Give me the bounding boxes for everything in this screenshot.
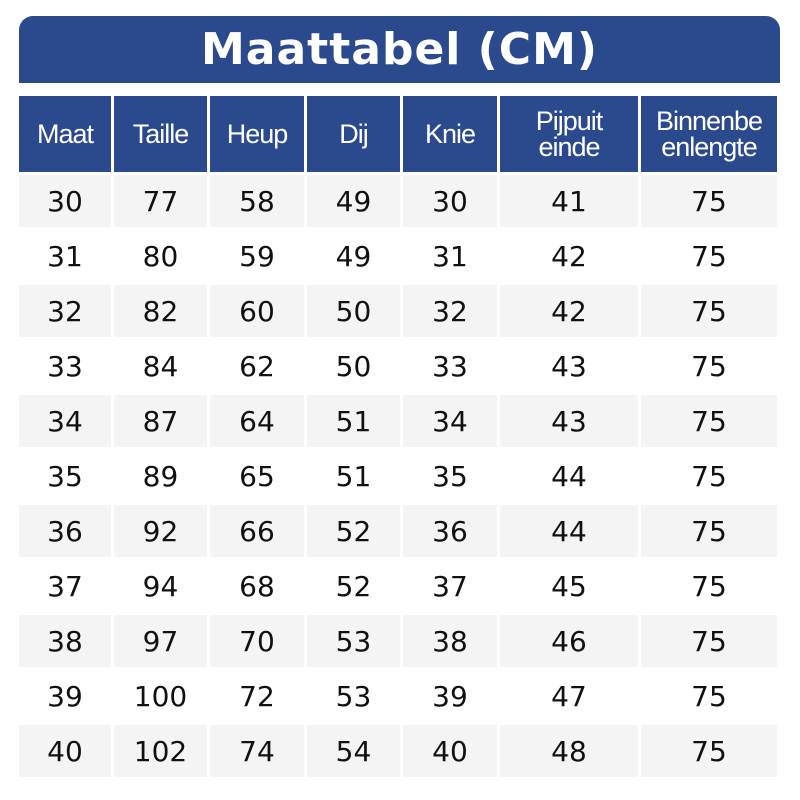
- page-title: Maattabel (CM): [201, 23, 598, 75]
- table-cell: 94: [114, 560, 207, 612]
- table-cell: 31: [403, 230, 497, 282]
- column-header-label: Knie: [424, 119, 476, 149]
- table-row: [19, 285, 777, 337]
- table-cell: 45: [500, 560, 638, 612]
- table-cell: 75: [641, 725, 777, 777]
- table-cell: 66: [210, 505, 304, 557]
- column-header-label: Maat: [36, 119, 94, 149]
- size-table: [16, 93, 780, 780]
- table-row: [19, 340, 777, 392]
- table-cell: 75: [641, 505, 777, 557]
- table-cell: 51: [307, 450, 400, 502]
- table-cell: 75: [641, 450, 777, 502]
- table-cell: 42: [500, 285, 638, 337]
- column-header: [19, 96, 111, 172]
- table-cell: 40: [403, 725, 497, 777]
- column-header: [210, 96, 304, 172]
- table-row: [19, 450, 777, 502]
- table-cell: 52: [307, 505, 400, 557]
- table-cell: 30: [19, 175, 111, 227]
- table-cell: 74: [210, 725, 304, 777]
- table-body: [19, 175, 777, 777]
- table-row: [19, 725, 777, 777]
- table-cell: 40: [19, 725, 111, 777]
- table-cell: 89: [114, 450, 207, 502]
- table-cell: 80: [114, 230, 207, 282]
- column-header: [641, 96, 777, 172]
- column-header-label: Pijpuit: [535, 106, 603, 136]
- table-cell: 32: [19, 285, 111, 337]
- table-cell: 82: [114, 285, 207, 337]
- table-row: [19, 395, 777, 447]
- table-cell: 51: [307, 395, 400, 447]
- table-row: [19, 670, 777, 722]
- table-header: [19, 96, 777, 172]
- table-row: [19, 560, 777, 612]
- table-cell: 59: [210, 230, 304, 282]
- table-row: [19, 615, 777, 667]
- column-header: [403, 96, 497, 172]
- table-cell: 58: [210, 175, 304, 227]
- table-cell: 53: [307, 615, 400, 667]
- table-cell: 35: [19, 450, 111, 502]
- table-cell: 37: [19, 560, 111, 612]
- table-cell: 43: [500, 340, 638, 392]
- table-cell: 53: [307, 670, 400, 722]
- table-cell: 46: [500, 615, 638, 667]
- table-cell: 39: [403, 670, 497, 722]
- table-cell: 41: [500, 175, 638, 227]
- table-row: [19, 175, 777, 227]
- table-cell: 87: [114, 395, 207, 447]
- column-header-label: Taille: [132, 119, 189, 149]
- table-cell: 39: [19, 670, 111, 722]
- column-header: [114, 96, 207, 172]
- column-header-label: Heup: [226, 119, 288, 149]
- table-cell: 38: [19, 615, 111, 667]
- table-cell: 43: [500, 395, 638, 447]
- table-cell: 34: [403, 395, 497, 447]
- column-header-label: Dij: [339, 119, 368, 149]
- table-cell: 75: [641, 670, 777, 722]
- table-cell: 50: [307, 340, 400, 392]
- table-cell: 75: [641, 340, 777, 392]
- table-cell: 70: [210, 615, 304, 667]
- header-row: [19, 96, 777, 172]
- table-cell: 75: [641, 395, 777, 447]
- table-cell: 30: [403, 175, 497, 227]
- table-cell: 44: [500, 450, 638, 502]
- table-cell: 44: [500, 505, 638, 557]
- column-header-label: einde: [538, 132, 600, 162]
- table-cell: 42: [500, 230, 638, 282]
- table-row: [19, 505, 777, 557]
- table-cell: 50: [307, 285, 400, 337]
- table-row: [19, 230, 777, 282]
- table-cell: 75: [641, 230, 777, 282]
- table-cell: 75: [641, 285, 777, 337]
- table-cell: 49: [307, 230, 400, 282]
- table-cell: 68: [210, 560, 304, 612]
- table-cell: 77: [114, 175, 207, 227]
- table-cell: 75: [641, 560, 777, 612]
- column-header: [500, 96, 638, 172]
- table-cell: 54: [307, 725, 400, 777]
- table-cell: 100: [114, 670, 207, 722]
- table-cell: 48: [500, 725, 638, 777]
- table-cell: 52: [307, 560, 400, 612]
- table-cell: 75: [641, 615, 777, 667]
- table-cell: 49: [307, 175, 400, 227]
- table-cell: 32: [403, 285, 497, 337]
- table-cell: 64: [210, 395, 304, 447]
- table-cell: 38: [403, 615, 497, 667]
- table-cell: 37: [403, 560, 497, 612]
- table-cell: 34: [19, 395, 111, 447]
- column-header: [307, 96, 400, 172]
- table-cell: 36: [19, 505, 111, 557]
- table-cell: 97: [114, 615, 207, 667]
- title-banner: [19, 16, 780, 83]
- table-cell: 33: [19, 340, 111, 392]
- table-cell: 75: [641, 175, 777, 227]
- table-cell: 47: [500, 670, 638, 722]
- table-cell: 72: [210, 670, 304, 722]
- column-header-label: Binnenbe: [655, 106, 763, 136]
- table-cell: 36: [403, 505, 497, 557]
- table-cell: 31: [19, 230, 111, 282]
- column-header-label: enlengte: [661, 132, 757, 162]
- table-cell: 60: [210, 285, 304, 337]
- table-cell: 84: [114, 340, 207, 392]
- table-cell: 62: [210, 340, 304, 392]
- table-cell: 92: [114, 505, 207, 557]
- table-cell: 102: [114, 725, 207, 777]
- table-cell: 33: [403, 340, 497, 392]
- table-cell: 35: [403, 450, 497, 502]
- table-cell: 65: [210, 450, 304, 502]
